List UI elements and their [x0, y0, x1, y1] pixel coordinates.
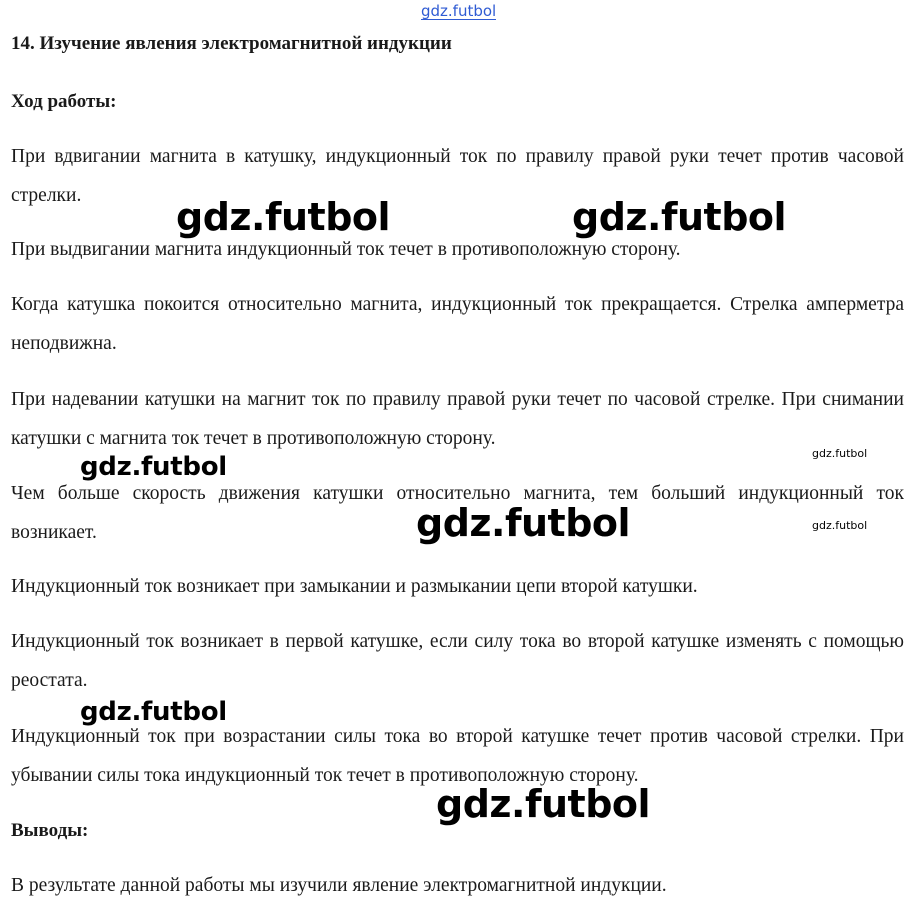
- watermark-1: gdz.futbol: [176, 195, 391, 239]
- watermark-5: gdz.futbol: [416, 501, 631, 545]
- watermark-8: gdz.futbol: [436, 782, 651, 826]
- paragraph-1: При вдвигании магнита в катушку, индукционный ток по правилу правой руки течет против часовой стрелки.: [11, 146, 904, 206]
- paragraph-2: При выдвигании магнита индукционный ток течет в противоположную сторону.: [11, 239, 681, 260]
- paragraph-5: Чем больше скорость движения катушки относительно магнита, тем больший индукционный ток возникает.: [11, 483, 904, 543]
- section-heading-conclusions: Выводы:: [11, 820, 89, 841]
- page-title: 14. Изучение явления электромагнитной индукции: [11, 33, 452, 54]
- watermark-4: gdz.futbol: [812, 447, 868, 460]
- paragraph-3: Когда катушка покоится относительно магнита, индукционный ток прекращается. Стрелка амперметра неподвижна.: [11, 294, 904, 354]
- watermark-7: gdz.futbol: [80, 697, 227, 727]
- conclusion-paragraph: В результате данной работы мы изучили явление электромагнитной индукции.: [11, 875, 667, 896]
- section-heading-progress: Ход работы:: [11, 91, 117, 112]
- watermark-top: gdz.futbol: [421, 2, 497, 20]
- watermark-2: gdz.futbol: [572, 195, 787, 239]
- paragraph-6: Индукционный ток возникает при замыкании и размыкании цепи второй катушки.: [11, 576, 698, 597]
- paragraph-4: При надевании катушки на магнит ток по правилу правой руки течет по часовой стрелке. При снимании катушки с магнита ток течет в противоположную сторону.: [11, 389, 904, 449]
- watermark-3: gdz.futbol: [80, 452, 227, 482]
- paragraph-8: Индукционный ток при возрастании силы тока во второй катушке течет против часовой стрелки. При убывании силы тока индукционный ток течет в противоположную сторону.: [11, 726, 904, 786]
- paragraph-7: Индукционный ток возникает в первой катушке, если силу тока во второй катушке изменять с помощью реостата.: [11, 631, 904, 691]
- watermark-6: gdz.futbol: [812, 519, 868, 532]
